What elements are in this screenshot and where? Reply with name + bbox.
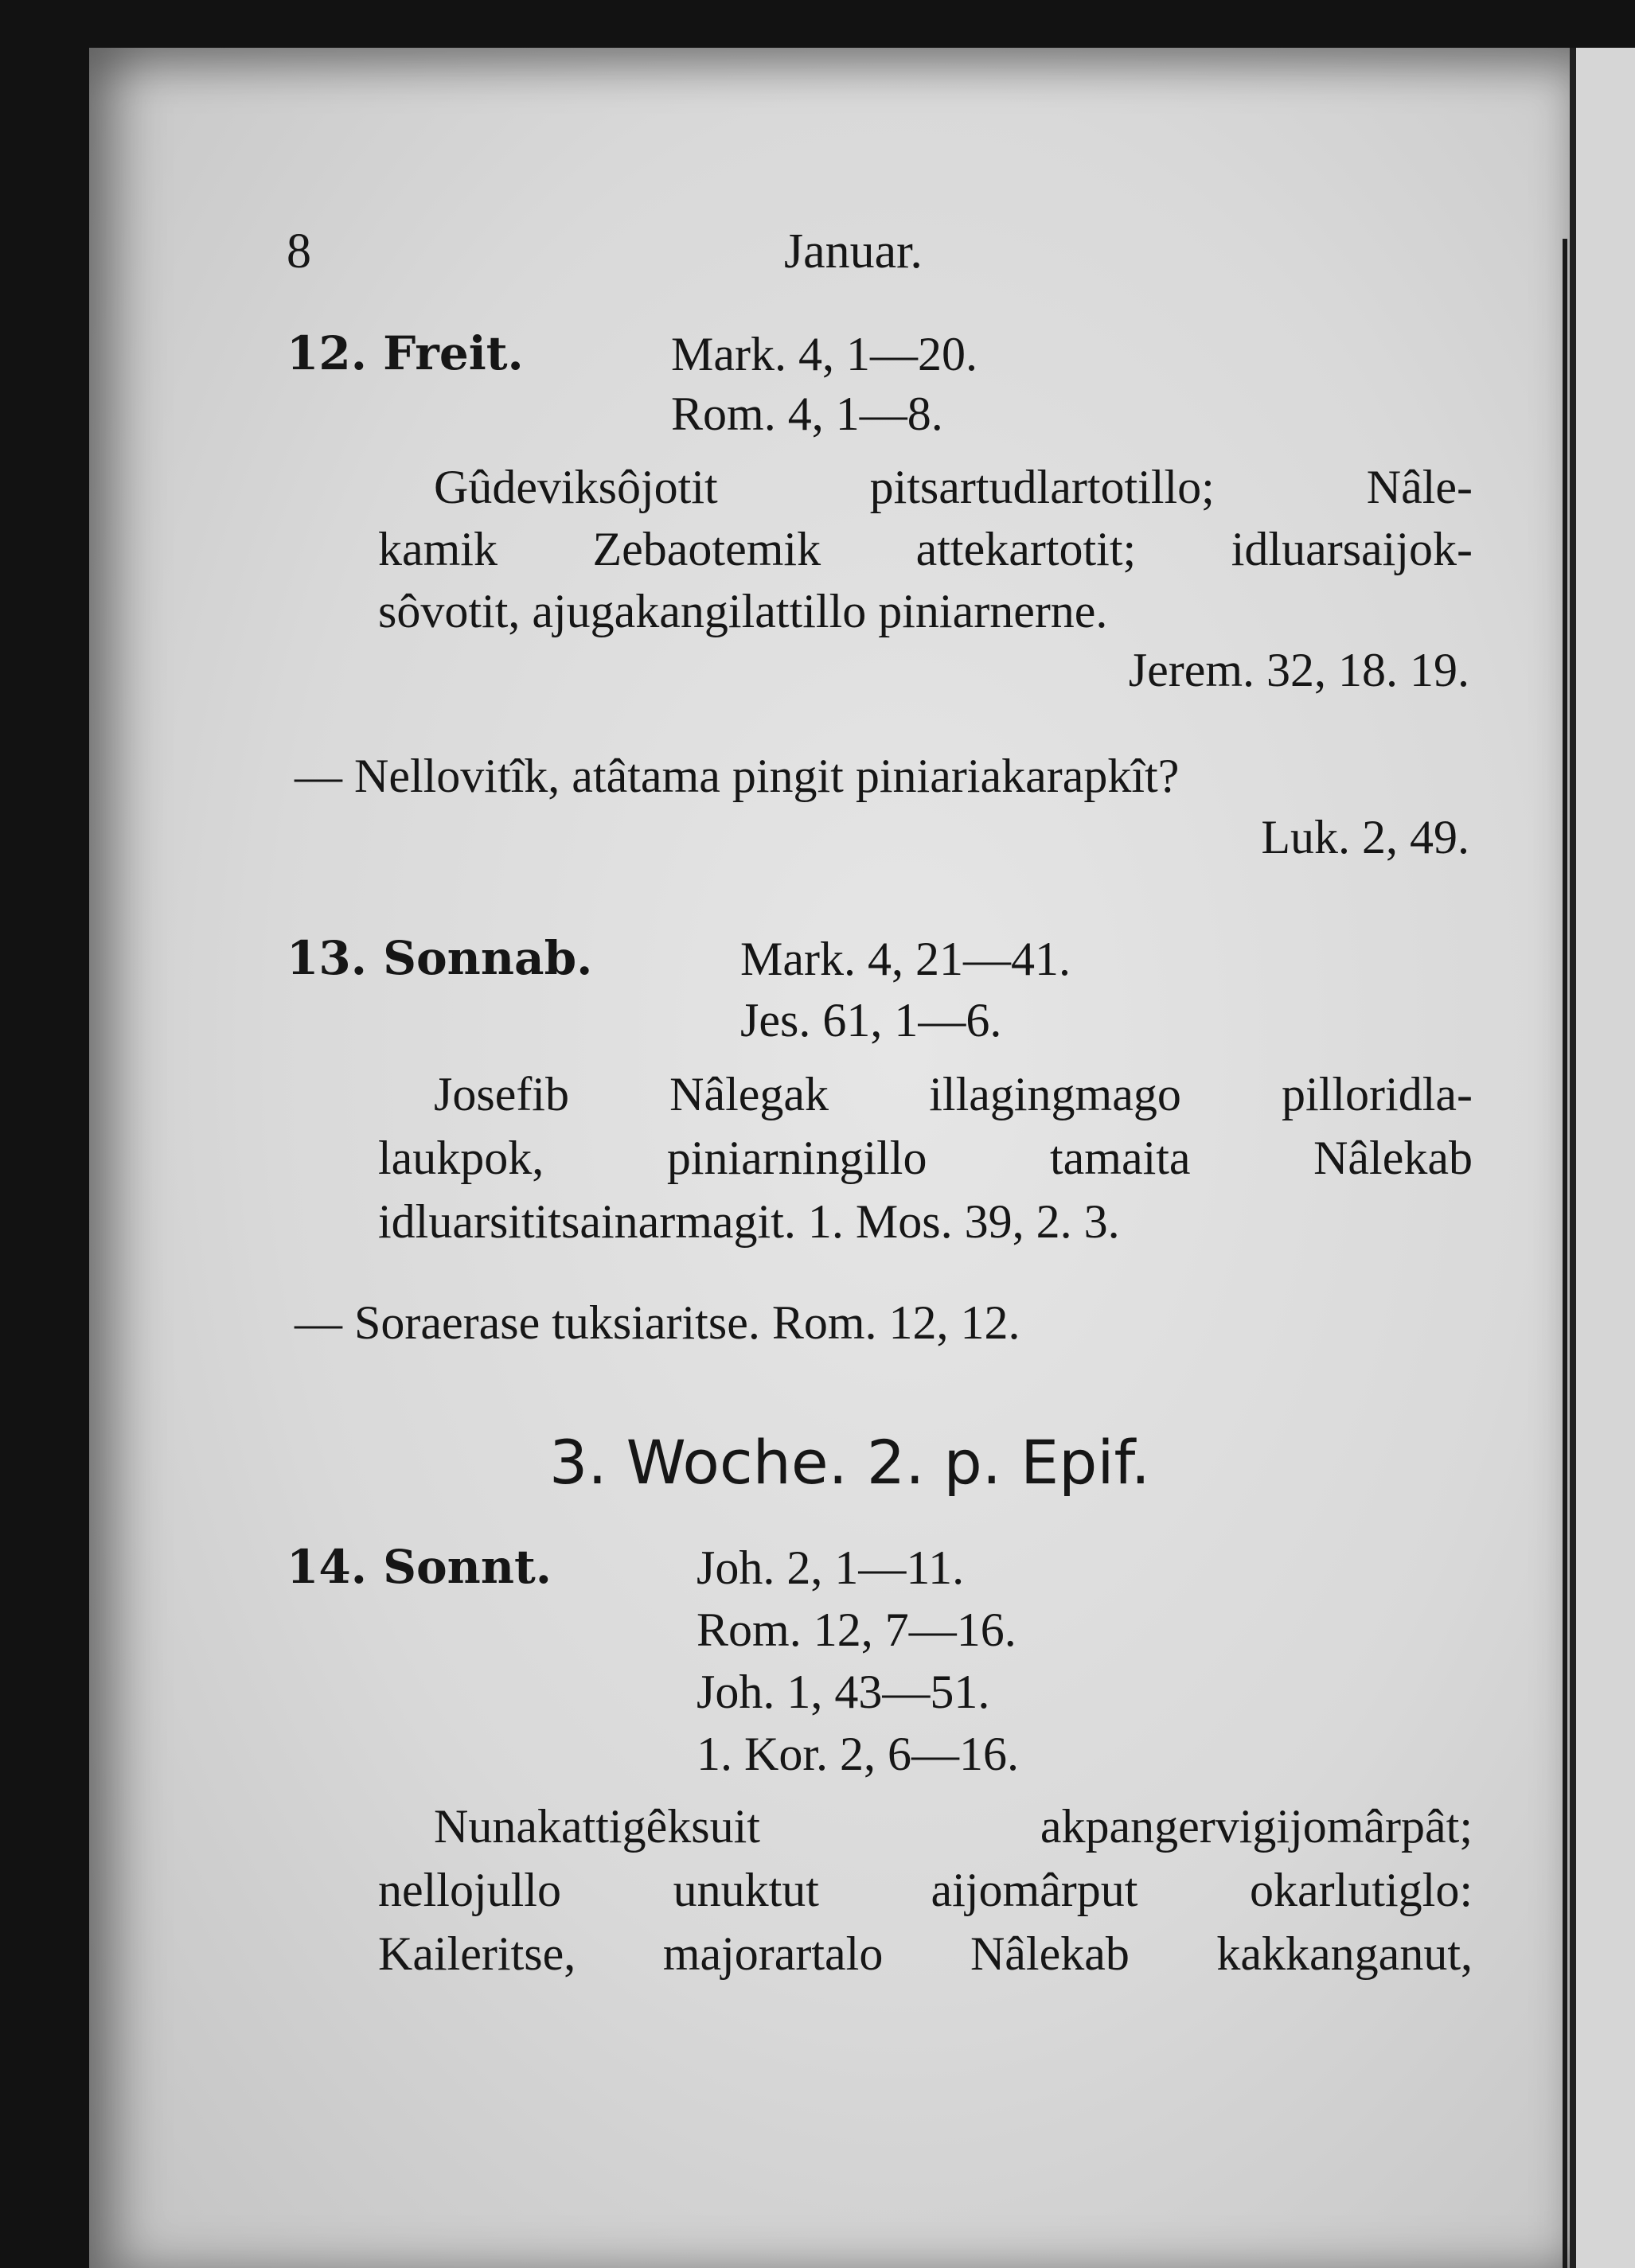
reading-ref: Mark. 4, 1—20. bbox=[671, 328, 977, 380]
verse-line: Josefib Nâlegak illagingmago pilloridla- bbox=[434, 1068, 1473, 1120]
dash-ref: Luk. 2, 49. bbox=[1261, 811, 1469, 863]
verse-line: sôvotit, ajugakangilattillo piniarnerne. bbox=[378, 585, 1108, 637]
reading-ref: Joh. 1, 43—51. bbox=[697, 1666, 990, 1718]
reading-ref: Joh. 2, 1—11. bbox=[697, 1541, 965, 1594]
reading-ref: 1. Kor. 2, 6—16. bbox=[697, 1728, 1019, 1780]
reading-ref: Jes. 61, 1—6. bbox=[740, 994, 1002, 1046]
week-heading: 3. Woche. 2. p. Epif. bbox=[549, 1427, 1150, 1498]
verse-ref: Jerem. 32, 18. 19. bbox=[1128, 644, 1469, 696]
page-number: 8 bbox=[287, 224, 311, 279]
verse-line: laukpok, piniarningillo tamaita Nâlekab bbox=[378, 1132, 1473, 1184]
verse-line: kamik Zebaotemik attekartotit; idluarsaijok- bbox=[378, 523, 1473, 575]
day-heading: 12. Freit. bbox=[287, 326, 524, 380]
verse-line: nellojullo unuktut aijomârput okarlutiglo: bbox=[378, 1864, 1473, 1916]
page-title: Januar. bbox=[784, 224, 923, 279]
reading-ref: Rom. 4, 1—8. bbox=[671, 388, 943, 440]
day-heading: 14. Sonnt. bbox=[287, 1540, 552, 1594]
dash-line: — Soraerase tuksiaritse. Rom. 12, 12. bbox=[295, 1296, 1020, 1349]
verse-line: Nunakattigêksuit akpangervigijomârpât; bbox=[434, 1800, 1473, 1853]
reading-ref: Mark. 4, 21—41. bbox=[740, 933, 1071, 985]
verse-line: Kaileritse, majorartalo Nâlekab kakkanganut, bbox=[378, 1927, 1473, 1980]
verse-line: Gûdeviksôjotit pitsartudlartotillo; Nâle- bbox=[434, 461, 1473, 513]
page-gutter-line bbox=[1563, 239, 1567, 2268]
day-heading: 13. Sonnab. bbox=[287, 931, 593, 985]
dash-line: — Nellovitîk, atâtama pingit piniariakarapkît? bbox=[295, 750, 1180, 802]
reading-ref: Rom. 12, 7—16. bbox=[697, 1604, 1017, 1656]
next-page-edge bbox=[1570, 48, 1635, 2268]
verse-line: idluarsititsainarmagit. 1. Mos. 39, 2. 3. bbox=[378, 1195, 1120, 1248]
